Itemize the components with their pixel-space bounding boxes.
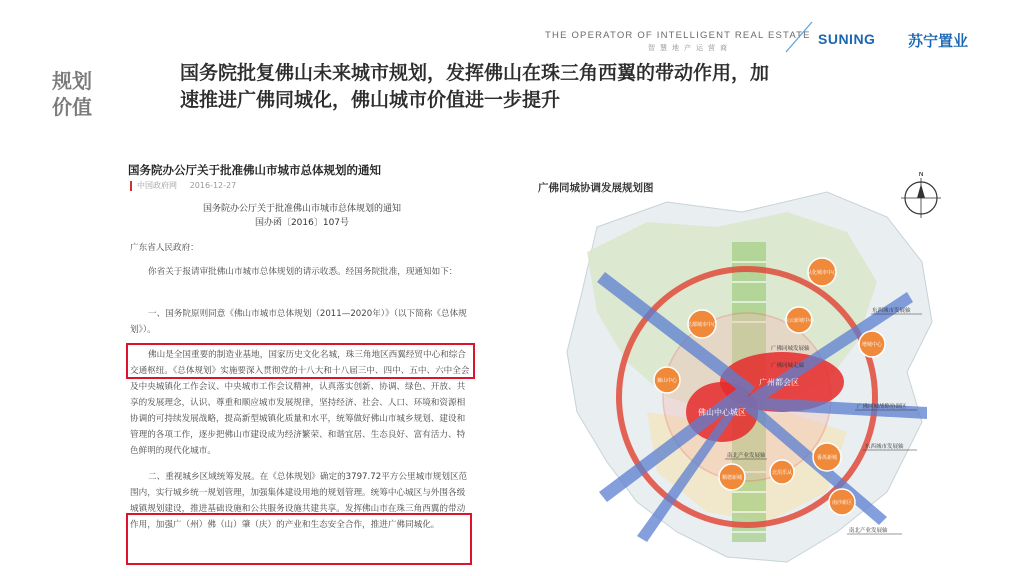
map-label-center-gz: 广州都会区	[759, 378, 799, 387]
svg-text:N: N	[918, 172, 924, 178]
tagline-cn: 智慧地产运营商	[648, 44, 732, 52]
document-subtitle-block	[130, 202, 474, 230]
highlight-box-2	[126, 513, 472, 565]
page-title-line1: 国务院批复佛山未来城市规划，发挥佛山在珠三角西翼的带动作用，加	[180, 62, 770, 84]
map-label-node-1: 从化城市中心	[806, 270, 838, 276]
map-label-corridor-2: 广佛同城发展轴	[771, 346, 810, 352]
slash-divider-icon	[784, 20, 814, 54]
document-paragraph-2: 一、国务院原则同意《佛山市城市总体规划（2011—2020年）》（以下简称《总体规划》）。	[130, 309, 467, 335]
compass-icon	[901, 172, 941, 218]
map-label-corridor-3: 广佛同城走廊	[771, 363, 805, 369]
map-label-center-fs: 佛山中心城区	[698, 408, 746, 417]
map-label-node-2: 花都城市中心	[686, 322, 718, 328]
document-addressee: 广东省人民政府：	[130, 243, 199, 253]
map-label-corridor-6: 东西城市发展轴	[865, 444, 904, 450]
brand-logo-cn: 苏宁置业	[908, 32, 969, 50]
document-paragraph-3: 佛山是全国重要的制造业基地，国家历史文化名城，珠三角地区西翼经贸中心和综合交通枢纽。《总体规划》实施要深入贯彻党的十八大和十八届三中、四中、五中、六中全会及中央城镇化工作会议、中央城市工作会议精神，认真落实创新、协调、绿色、开放、共享的发展理念，认识、尊重和顺应城市发展规律，坚持经济、社会、人口、环境和资源相协调的可持续发展战略，提高新型城镇化质量和水平，统筹做好佛山市城乡规划、建设和管理的各项工作，逐步把佛山市建设成为经济繁荣、和谐宜居、生态良好、富有活力、特色鲜明的现代化城市。	[130, 350, 470, 456]
page-title	[180, 60, 900, 114]
map-label-corridor-1: 东西城市发展轴	[872, 308, 911, 314]
document-source-name: 中国政府网	[137, 181, 177, 190]
highlight-box-1	[126, 343, 475, 379]
tagline-en: THE OPERATOR OF INTELLIGENT REAL ESTATE	[545, 30, 811, 41]
map-label-node-7: 南沙新区	[831, 500, 853, 506]
map-label-node-4: 增城中心	[861, 342, 883, 348]
section-label	[52, 68, 104, 120]
document-date: 2016-12-27	[189, 181, 237, 190]
section-label-line2: 价值	[52, 95, 92, 119]
map-label-node-3: 白云新城中心	[783, 318, 815, 324]
document-paragraph-4: 二、重视城乡区域统筹发展。在《总体规划》确定的3797.72平方公里城市规划区范围内，实行城乡统一规划管理，加强集体建设用地的规划管理。统筹中心城区与外围各级城镇规划建设，推进基础设施和公共服务设施共建共享。发挥佛山市在珠三角西翼的带动作用，加强广（州）佛（山）肇（庆）的产业和生态安全合作，推进广佛同城化。	[130, 472, 468, 530]
section-label-line1: 规划	[52, 69, 92, 93]
map-label-node-6: 番禺新城	[816, 455, 838, 461]
planning-map	[527, 172, 947, 572]
map-label-node-5: 狮山中心	[656, 378, 678, 384]
document-number: 国办函〔2016〕107号	[254, 218, 350, 228]
page-title-line2: 速推进广佛同城化，佛山城市价值进一步提升	[180, 89, 561, 111]
map-label-corridor-7: 南北产业发展轴	[849, 528, 888, 534]
document-headline: 国务院办公厅关于批准佛山市城市总体规划的通知	[128, 163, 381, 177]
document-subtitle: 国务院办公厅关于批准佛山市城市总体规划的通知	[202, 204, 401, 214]
document-paragraph-1: 你省关于报请审批佛山市城市总体规划的请示收悉。经国务院批准，现通知如下：	[148, 267, 458, 277]
brand-logo-text: SUNING	[818, 31, 876, 47]
map-label-node-9: 北滘乐从	[771, 470, 793, 476]
map-label-corridor-4: 广佛同城战略协调区	[857, 404, 907, 410]
document-source	[137, 180, 236, 191]
map-label-node-8: 顺德新城	[721, 475, 743, 481]
map-label-corridor-5: 南北产业发展轴	[727, 453, 766, 459]
map-title: 广佛同城协调发展规划图	[538, 182, 654, 194]
source-marker	[130, 181, 132, 191]
